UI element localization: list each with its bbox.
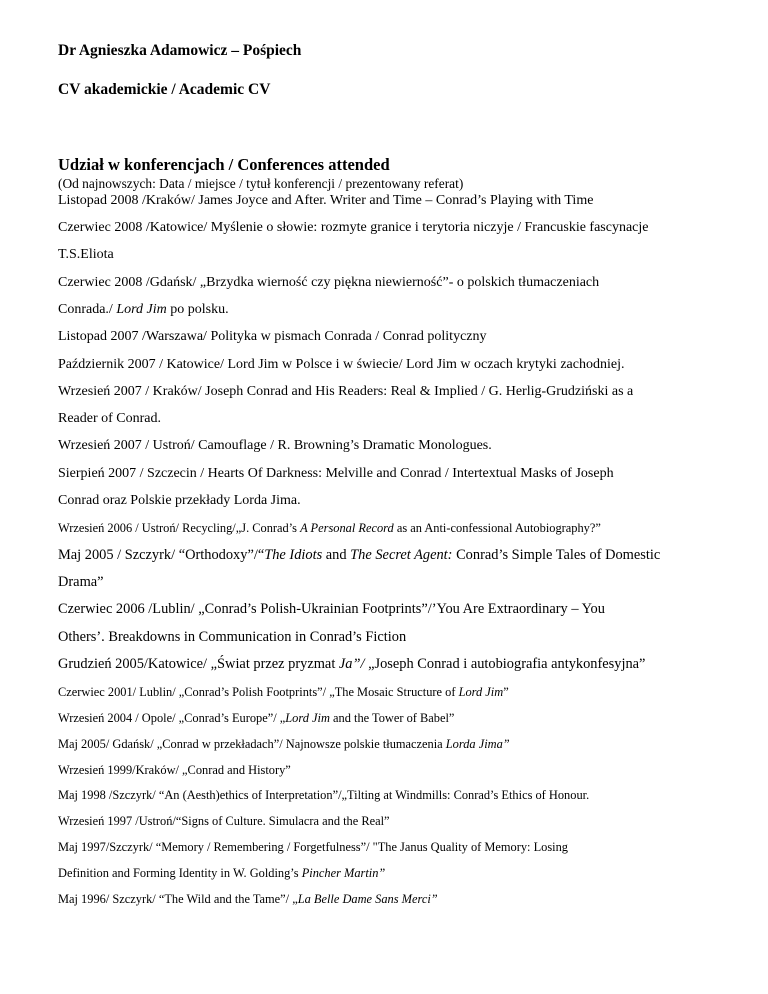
entry-8-cont: Conrad oraz Polskie przekłady Lorda Jima.: [58, 493, 301, 508]
entry-19-cont: [58, 866, 385, 881]
italic-title: Ja”/: [338, 656, 365, 672]
entry-12: [58, 656, 645, 673]
text-run: „Joseph Conrad i autobiografia antykonfesyjna”: [364, 656, 646, 672]
text-run: Definition and Forming Identity in W. Golding’s: [58, 866, 302, 880]
entry-6-cont: Reader of Conrad.: [58, 411, 162, 426]
text-run: ”: [503, 685, 509, 699]
italic-title: Lord Jim: [285, 711, 330, 725]
legend-line: (Od najnowszych: Data / miejsce / tytuł konferencji / prezentowany referat): [58, 176, 464, 191]
entry-15: [58, 737, 510, 752]
entry-5: Październik 2007 / Katowice/ Lord Jim w Polsce i w świecie/ Lord Jim w oczach krytyki zachodniej.: [58, 357, 625, 372]
text-run: as an Anti-confessional Autobiography?”: [393, 521, 601, 535]
italic-title: Pincher Martin”: [301, 866, 386, 880]
text-run: Wrzesień 2006 / Ustroń/ Recycling/„J. Conrad’s: [58, 521, 301, 535]
entry-10: [58, 547, 660, 564]
text-run: Conrada./: [58, 302, 117, 317]
text-run: Maj 2005/ Gdańsk/ „Conrad w przekładach”/ Najnowsze polskie tłumaczenia: [58, 737, 446, 751]
entry-13: [58, 685, 509, 700]
entry-8: Sierpień 2007 / Szczecin / Hearts Of Darkness: Melville and Conrad / Intertextual Masks of Joseph: [58, 466, 614, 481]
entry-2: Czerwiec 2008 /Katowice/ Myślenie o słowie: rozmyte granice i terytoria niczyje / Francuskie fascynacje: [58, 220, 649, 235]
italic-title: A Personal Record: [300, 521, 394, 535]
text-run: po polsku.: [166, 302, 229, 317]
entry-11: Czerwiec 2006 /Lublin/ „Conrad’s Polish-Ukrainian Footprints”/’You Are Extraordinary – You: [58, 601, 605, 617]
entry-3-cont: [58, 302, 229, 318]
italic-title: Lorda Jima”: [445, 737, 510, 751]
italic-title: Lord Jim: [116, 302, 167, 317]
cv-title: CV akademickie / Academic CV: [58, 81, 271, 98]
italic-title: La Belle Dame Sans Merci”: [297, 892, 438, 906]
entry-9: [58, 521, 601, 536]
italic-title: Lord Jim: [458, 685, 504, 699]
text-run: Maj 2005 / Szczyrk/ “Orthodoxy”/“: [58, 547, 265, 563]
entry-6: Wrzesień 2007 / Kraków/ Joseph Conrad and His Readers: Real & Implied / G. Herlig-Grudziński as a: [58, 384, 634, 399]
entry-4: Listopad 2007 /Warszawa/ Polityka w pismach Conrada / Conrad polityczny: [58, 329, 487, 344]
entry-7: Wrzesień 2007 / Ustroń/ Camouflage / R. Browning’s Dramatic Monologues.: [58, 438, 492, 453]
italic-title: The Secret Agent:: [350, 547, 453, 563]
entry-10-cont: Drama”: [58, 574, 104, 590]
text-run: and: [322, 547, 351, 563]
text-run: Maj 1996/ Szczyrk/ “The Wild and the Tame”/ „: [58, 892, 298, 906]
entry-2-cont: T.S.Eliota: [58, 247, 114, 262]
entry-11-cont: Others’. Breakdowns in Communication in Conrad’s Fiction: [58, 629, 407, 645]
entry-19: Maj 1997/Szczyrk/ “Memory / Remembering / Forgetfulness”/ "The Janus Quality of Memory: Losing: [58, 840, 569, 854]
entry-18: Wrzesień 1997 /Ustroń/“Signs of Culture. Simulacra and the Real”: [58, 814, 390, 828]
text-run: Conrad’s Simple Tales of Domestic: [452, 547, 661, 563]
entry-14: [58, 711, 454, 726]
text-run: Wrzesień 2004 / Opole/ „Conrad’s Europe”/ „: [58, 711, 286, 725]
italic-title: The Idiots: [264, 547, 323, 563]
entry-3: Czerwiec 2008 /Gdańsk/ „Brzydka wierność czy piękna niewierność”- o polskich tłumaczeniach: [58, 275, 600, 290]
author-heading: Dr Agnieszka Adamowicz – Pośpiech: [58, 42, 302, 59]
text-run: and the Tower of Babel”: [329, 711, 455, 725]
entry-1: Listopad 2008 /Kraków/ James Joyce and After. Writer and Time – Conrad’s Playing with Time: [58, 193, 594, 208]
section-title: Udział w konferencjach / Conferences attended: [58, 155, 390, 174]
text-run: Czerwiec 2001/ Lublin/ „Conrad’s Polish Footprints”/ „The Mosaic Structure of: [58, 685, 459, 699]
entry-16: Wrzesień 1999/Kraków/ „Conrad and History”: [58, 763, 291, 777]
entry-17: Maj 1998 /Szczyrk/ “An (Aesth)ethics of Interpretation”/„Tilting at Windmills: Conrad’s Ethics of Honour.: [58, 788, 590, 802]
entry-20: [58, 892, 438, 907]
text-run: Grudzień 2005/Katowice/ „Świat przez pryzmat: [58, 656, 339, 672]
